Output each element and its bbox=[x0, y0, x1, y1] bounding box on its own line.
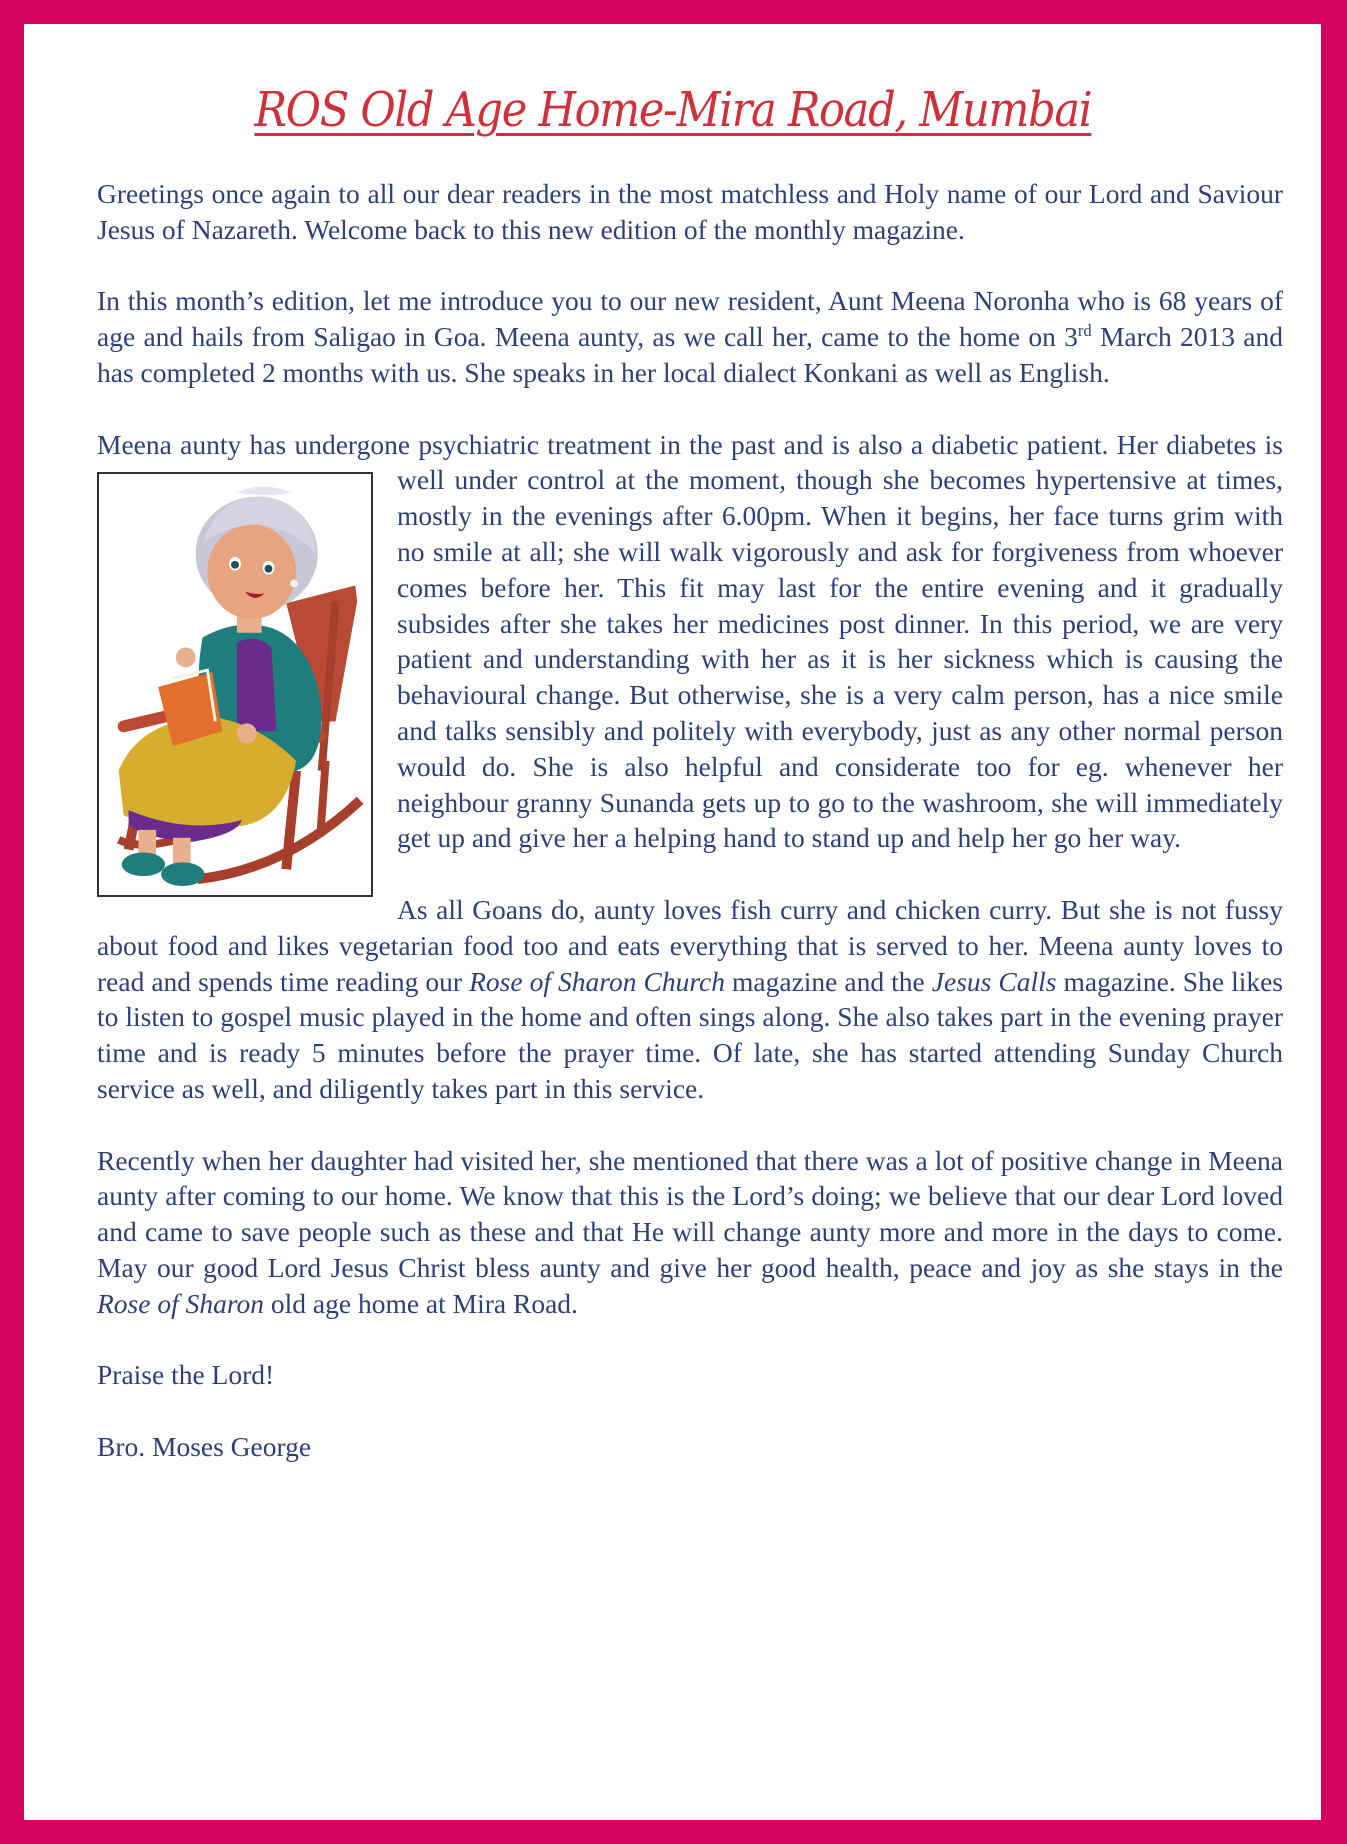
interests-text-a: As all Goans do, aunty loves fish curry and chicken curry. But she is not fussy about food and likes vegetarian food too and eats everything that is served to her. Meena aunty loves to read and spends time reading our bbox=[97, 893, 1283, 997]
intro-text-b: March 2013 and has completed 2 months with us. She speaks in her local dialect Konkani as well as English. bbox=[97, 321, 1283, 388]
health-text-rest: hypertensive at times, mostly in the evenings after 6.00pm. When it begins, her face turns grim with no smile at all; she will walk vigorously and ask for forgiveness from whoever comes before her. This fit may last for the entire evening and it gradually subsides after she takes her medicines post dinner. In this period, we are very patient and understanding with her as it is her sickness which is causing the behavioural change. But otherwise, she is a very calm person, has a nice smile and talks sensibly and politely with everybody, just as any other normal person would do. She is also helpful and considerate too for eg. whenever her neighbour granny Sunanda gets up to go to the washroom, she will immediately get up and give her a helping hand to stand up and help her go her way. bbox=[397, 464, 1284, 854]
paragraph-interests bbox=[97, 892, 1283, 1107]
intro-text-a: In this month’s edition, let me introduce you to our new resident, Aunt Meena Noronha who is 68 years of age and hails from Saligao in Goa. Meena aunty, as we call her, came to the home on 3 bbox=[97, 285, 1283, 353]
paragraph-health bbox=[97, 427, 1283, 857]
article-body bbox=[97, 176, 1283, 1500]
interests-text-c: magazine. She likes to listen to gospel music played in the home and often sings along. She also takes part in the evening prayer time and is ready 5 minutes before the prayer time. Of late, she has started attending Sunday Church service as well, and diligently takes part in this service. bbox=[97, 965, 1284, 1104]
paragraph-introduction bbox=[97, 283, 1283, 390]
paragraph-greeting: Greetings once again to all our dear readers in the most matchless and Holy name of our Lord and Saviour Jesus of Nazareth. Welcome back to this new edition of the monthly magazine. bbox=[97, 178, 1283, 245]
magazine-title-rose-of-sharon-church: Rose of Sharon Church bbox=[469, 965, 725, 997]
signature: Bro. Moses George bbox=[97, 1430, 312, 1462]
ordinal-suffix: rd bbox=[1077, 321, 1092, 341]
grandmother-rocking-chair-icon bbox=[99, 474, 371, 895]
home-name-rose-of-sharon: Rose of Sharon bbox=[97, 1287, 265, 1319]
page bbox=[24, 24, 1321, 1820]
page-title-text: ROS Old Age Home-Mira Road, Mumbai bbox=[254, 82, 1091, 138]
progress-text-b: old age home at Mira Road. bbox=[264, 1287, 578, 1319]
closing-line: Praise the Lord! bbox=[97, 1359, 275, 1391]
page-title bbox=[24, 82, 1321, 138]
health-text-intro: Meena aunty has undergone psychiatric treatment in the past and is also a diabetic patient. Her diabetes is well under control at the moment, though she becomes bbox=[97, 428, 1283, 496]
illustration-elderly-woman bbox=[97, 472, 373, 897]
magazine-title-jesus-calls: Jesus Calls bbox=[931, 965, 1057, 997]
progress-text-a: Recently when her daughter had visited her, she mentioned that there was a lot of positive change in Meena aunty after coming to our home. We know that this is the Lord’s doing; we believe that our dear Lord loved and came to save people such as these and that He will change aunty more and more in the days to come. May our good Lord Jesus Christ bless aunty and give her good health, peace and joy as she stays in the bbox=[97, 1144, 1283, 1283]
paragraph-progress bbox=[97, 1143, 1283, 1322]
interests-text-b: magazine and the bbox=[724, 965, 932, 997]
